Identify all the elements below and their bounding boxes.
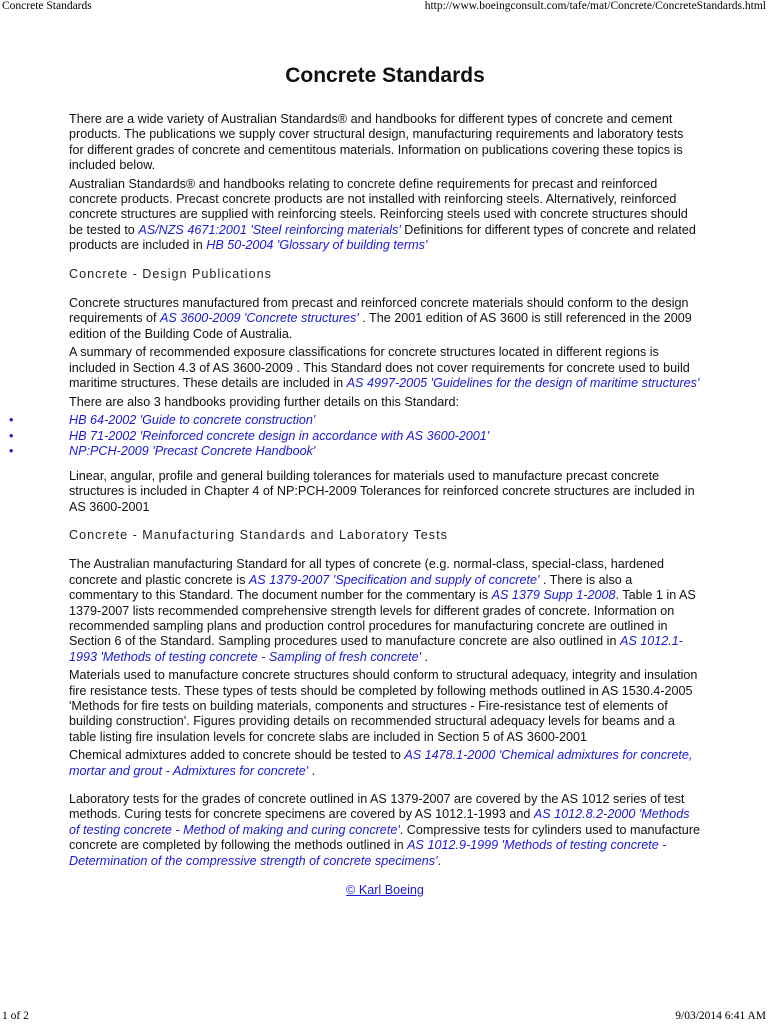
link-as-3600[interactable]: AS 3600-2009 'Concrete structures'	[160, 311, 359, 326]
link-as-4997[interactable]: AS 4997-2005 'Guidelines for the design of maritime structures'	[346, 376, 700, 391]
manufacturing-text: .	[308, 763, 316, 778]
intro-text: Australian Standards® and handbooks relating to concrete define requirements for precast and reinforced concrete products. Precast concrete products are not installed with reinforcing steels. Alternatively, reinforced concrete structures are supplied with reinforcing steels. Reinforcing steels used with concrete structures should be tested to	[69, 176, 688, 237]
manufacturing-paragraph-4	[69, 792, 701, 869]
design-paragraph-2	[69, 345, 701, 391]
print-footer	[0, 1010, 768, 1022]
manufacturing-text: . Table 1 in AS 1379-2007 lists recommended comprehensive strength levels for different grades of concrete. Information on recommended sampling plans and production control procedures for manufacturing concrete are outlined in Section 6 of the Standard. Sampling procedures used to manufacture concrete are also outlined in	[69, 588, 696, 649]
manufacturing-paragraph-1	[69, 557, 701, 665]
link-hb-50[interactable]: HB 50-2004 'Glossary of building terms'	[206, 238, 428, 253]
manufacturing-text: .	[437, 853, 441, 868]
section-heading-design: Concrete - Design Publications	[69, 266, 272, 281]
list-item	[69, 444, 701, 460]
manufacturing-paragraph-3	[69, 748, 701, 779]
link-as-1379-supp[interactable]: AS 1379 Supp 1-2008	[491, 588, 616, 603]
link-as-1012-9[interactable]: AS 1012.9-1999 'Methods of testing concrete - Determination of the compressive strength of concrete specimens'	[69, 838, 667, 868]
manufacturing-paragraph-2: Materials used to manufacture concrete structures should conform to structural adequacy, integrity and insulation fire resistance tests. These types of tests should be completed by following methods outlined in AS 1530.4-2005 'Methods for fire tests on building materials, components and structures - Fire-resistance test of elements of building construction'. Figures providing details on recommended structural adequacy levels for beams and a table listing fire insulation levels for concrete slabs are included in Section 5 of AS 3600-2001	[69, 668, 698, 744]
manufacturing-text: . Compressive tests for cylinders used to manufacture concrete are completed by following the methods outlined in	[69, 822, 701, 853]
print-timestamp: 9/03/2014 6:41 AM	[675, 1010, 766, 1022]
manufacturing-text: Laboratory tests for the grades of concrete outlined in AS 1379-2007 are covered by the AS 1012 series of test methods. Curing tests for concrete specimens are covered by AS 1012.1-1993 and	[69, 792, 685, 822]
manufacturing-text: The Australian manufacturing Standard for all types of concrete (e.g. normal-class, special-class, hardened concrete and plastic concrete is	[69, 557, 665, 587]
link-as-1478[interactable]: AS 1478.1-2000 'Chemical admixtures for concrete, mortar and grout - Admixtures for concrete'	[69, 748, 693, 778]
design-paragraph-3: There are also 3 handbooks providing further details on this Standard:	[69, 394, 459, 409]
design-text: . The 2001 edition of AS 3600 is still referenced in the 2009 edition of the Building Code of Australia.	[69, 311, 692, 341]
design-paragraph-1	[69, 296, 701, 342]
list-item	[69, 429, 701, 445]
link-asnzs-4671[interactable]: AS/NZS 4671:2001 'Steel reinforcing materials'	[138, 222, 401, 237]
handbook-list	[0, 413, 701, 460]
manufacturing-text: . There is also a commentary to this Standard. The document number for the commentary is	[69, 572, 633, 603]
link-hb-64[interactable]: HB 64-2002 'Guide to concrete construction'	[69, 412, 316, 427]
intro-paragraph-1: There are a wide variety of Australian Standards® and handbooks for different types of concrete and cement products. The publications we supply cover structural design, manufacturing requirements and laboratory tests for different grades of concrete and cementitous materials. Information on publications covering these topics is included below.	[69, 112, 684, 173]
design-text: Concrete structures manufactured from precast and reinforced concrete materials should conform to the design requirements of	[69, 296, 689, 326]
section-heading-manufacturing: Concrete - Manufacturing Standards and Laboratory Tests	[69, 527, 448, 542]
link-as-1379[interactable]: AS 1379-2007 'Specification and supply of concrete'	[248, 572, 540, 587]
manufacturing-text: .	[421, 649, 429, 664]
design-paragraph-4: Linear, angular, profile and general building tolerances for materials used to manufacture precast concrete structures is included in Chapter 4 of NP:PCH-2009 Tolerances for reinforced concrete structures are included in AS 3600-2001	[69, 468, 695, 514]
copyright-link[interactable]: © Karl Boeing	[346, 883, 424, 898]
spacer	[69, 782, 701, 792]
print-header	[0, 0, 768, 12]
list-item	[69, 413, 701, 429]
intro-paragraph-2	[69, 177, 701, 254]
link-as-1012-8-2[interactable]: AS 1012.8.2-2000 'Methods of testing concrete - Method of making and curing concrete'	[69, 807, 690, 837]
link-as-1012-1[interactable]: AS 1012.1-1993 'Methods of testing concrete - Sampling of fresh concrete'	[69, 634, 683, 664]
design-text: A summary of recommended exposure classifications for concrete structures located in different regions is included in Section 4.3 of AS 3600-2009 . This Standard does not cover requirements for concrete used to build maritime structures. These details are included in	[69, 345, 690, 391]
link-hb-71[interactable]: HB 71-2002 'Reinforced concrete design in accordance with AS 3600-2001'	[69, 428, 490, 443]
print-header-url: http://www.boeingconsult.com/tafe/mat/Concrete/ConcreteStandards.html	[424, 0, 766, 12]
intro-text: Definitions for different types of concrete and related products are included in	[69, 222, 696, 253]
page-title: Concrete Standards	[285, 64, 485, 87]
document-page	[69, 62, 701, 898]
page-number: 1 of 2	[2, 1010, 29, 1022]
link-np-pch[interactable]: NP:PCH-2009 'Precast Concrete Handbook'	[69, 444, 316, 459]
print-header-title: Concrete Standards	[2, 0, 92, 12]
manufacturing-text: Chemical admixtures added to concrete should be tested to	[69, 748, 405, 763]
